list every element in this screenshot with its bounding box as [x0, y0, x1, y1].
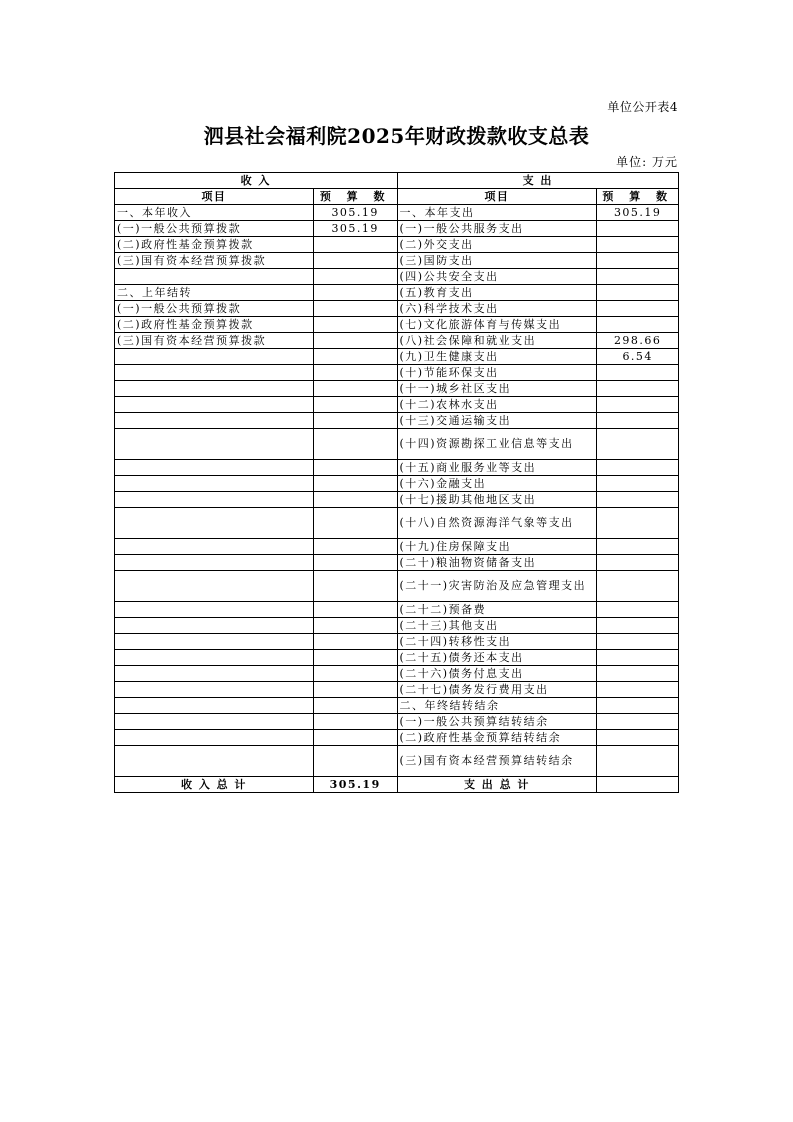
expense-amount-cell: [597, 618, 679, 634]
page-title: 泗县社会福利院2025年财政拨款收支总表: [203, 124, 590, 148]
income-amount-cell: [313, 618, 397, 634]
table-row: [115, 714, 679, 730]
expense-item-cell: (五)教育支出: [397, 285, 597, 301]
expense-item-cell: (二十二)预备费: [397, 602, 597, 618]
income-amount-cell: [313, 555, 397, 571]
expense-amount-cell: 298.66: [597, 333, 679, 349]
expense-amount-cell: [597, 365, 679, 381]
table-row: [115, 285, 679, 301]
expense-amount-cell: [597, 429, 679, 460]
expense-item-cell: (十九)住房保障支出: [397, 539, 597, 555]
expense-item-cell: 一、本年支出: [397, 205, 597, 221]
expense-item-cell: (十三)交通运输支出: [397, 413, 597, 429]
expense-amount-cell: [597, 476, 679, 492]
expense-item-cell: (十二)农林水支出: [397, 397, 597, 413]
total-row: [115, 777, 679, 793]
expense-amount-cell: [597, 714, 679, 730]
expense-item-cell: (二)外交支出: [397, 237, 597, 253]
section-header-row: [115, 173, 679, 189]
income-amount-cell: [313, 698, 397, 714]
expense-amount-cell: [597, 221, 679, 237]
expense-item-cell: (十四)资源勘探工业信息等支出: [397, 429, 597, 460]
expense-amount-cell: [597, 682, 679, 698]
income-amount-cell: [313, 397, 397, 413]
income-amount-cell: [313, 730, 397, 746]
expense-amount-cell: [597, 253, 679, 269]
expense-section-header: 支 出: [397, 173, 679, 189]
table-row: [115, 555, 679, 571]
unit-label: 单位: 万元: [616, 155, 678, 169]
table-row: [115, 253, 679, 269]
expense-amount-cell: [597, 508, 679, 539]
income-item-cell: [115, 539, 314, 555]
expense-item-cell: (二十一)灾害防治及应急管理支出: [397, 571, 597, 602]
table-row: [115, 508, 679, 539]
income-item-cell: [115, 349, 314, 365]
expense-item-cell: (二十七)债务发行费用支出: [397, 682, 597, 698]
income-item-cell: [115, 413, 314, 429]
expense-amount-header: 预 算 数: [597, 189, 679, 205]
expense-item-cell: (十)节能环保支出: [397, 365, 597, 381]
form-number: 单位公开表4: [607, 100, 678, 114]
income-amount-cell: [313, 571, 397, 602]
income-item-cell: [115, 429, 314, 460]
income-item-cell: [115, 666, 314, 682]
expense-amount-cell: [597, 571, 679, 602]
expense-amount-cell: [597, 413, 679, 429]
income-item-cell: [115, 460, 314, 476]
income-item-cell: [115, 602, 314, 618]
table-row: [115, 682, 679, 698]
income-amount-cell: [313, 666, 397, 682]
expense-amount-cell: [597, 555, 679, 571]
table-row: [115, 205, 679, 221]
table-row: [115, 571, 679, 602]
income-item-cell: [115, 476, 314, 492]
table-row: [115, 237, 679, 253]
expense-amount-cell: [597, 381, 679, 397]
income-item-cell: 一、本年收入: [115, 205, 314, 221]
expense-amount-cell: [597, 539, 679, 555]
income-amount-cell: [313, 460, 397, 476]
expense-total-amount: [597, 777, 679, 793]
expense-total-label: 支 出 总 计: [397, 777, 597, 793]
expense-item-cell: (二十五)债务还本支出: [397, 650, 597, 666]
income-amount-cell: [313, 429, 397, 460]
table-row: [115, 602, 679, 618]
expense-amount-cell: [597, 269, 679, 285]
income-amount-header: 预 算 数: [313, 189, 397, 205]
table-row: [115, 634, 679, 650]
income-item-cell: [115, 634, 314, 650]
income-amount-cell: [313, 602, 397, 618]
expense-amount-cell: 6.54: [597, 349, 679, 365]
expense-item-cell: (三)国防支出: [397, 253, 597, 269]
income-total-label: 收 入 总 计: [115, 777, 314, 793]
income-amount-cell: [313, 349, 397, 365]
expense-item-cell: (十五)商业服务业等支出: [397, 460, 597, 476]
income-total-amount: 305.19: [313, 777, 397, 793]
table-row: [115, 413, 679, 429]
table-row: [115, 698, 679, 714]
income-amount-cell: [313, 301, 397, 317]
expense-amount-cell: [597, 317, 679, 333]
expense-item-cell: (一)一般公共预算结转结余: [397, 714, 597, 730]
income-item-header: 项目: [115, 189, 314, 205]
income-amount-cell: [313, 714, 397, 730]
expense-amount-cell: [597, 285, 679, 301]
expense-amount-cell: [597, 666, 679, 682]
table-row: [115, 730, 679, 746]
income-item-cell: [115, 397, 314, 413]
expense-amount-cell: [597, 634, 679, 650]
income-item-cell: [115, 381, 314, 397]
income-item-cell: [115, 650, 314, 666]
expense-item-cell: (三)国有资本经营预算结转结余: [397, 746, 597, 777]
table-row: [115, 349, 679, 365]
income-item-cell: [115, 730, 314, 746]
expense-item-header: 项目: [397, 189, 597, 205]
income-item-cell: [115, 618, 314, 634]
table-row: [115, 476, 679, 492]
income-item-cell: [115, 698, 314, 714]
income-item-cell: [115, 269, 314, 285]
income-amount-cell: [313, 492, 397, 508]
income-item-cell: (三)国有资本经营预算拨款: [115, 333, 314, 349]
expense-amount-cell: [597, 237, 679, 253]
income-item-cell: [115, 571, 314, 602]
income-amount-cell: [313, 269, 397, 285]
income-amount-cell: [313, 682, 397, 698]
income-item-cell: 二、上年结转: [115, 285, 314, 301]
income-amount-cell: [313, 381, 397, 397]
expense-item-cell: (二十)粮油物资储备支出: [397, 555, 597, 571]
expense-item-cell: (十六)金融支出: [397, 476, 597, 492]
expense-item-cell: (十一)城乡社区支出: [397, 381, 597, 397]
table-row: [115, 539, 679, 555]
income-item-cell: [115, 714, 314, 730]
income-amount-cell: 305.19: [313, 221, 397, 237]
table-row: [115, 381, 679, 397]
expense-amount-cell: [597, 301, 679, 317]
expense-item-cell: (二十四)转移性支出: [397, 634, 597, 650]
expense-item-cell: (二十三)其他支出: [397, 618, 597, 634]
expense-amount-cell: [597, 698, 679, 714]
expense-item-cell: (一)一般公共服务支出: [397, 221, 597, 237]
income-amount-cell: [313, 746, 397, 777]
expense-item-cell: (六)科学技术支出: [397, 301, 597, 317]
income-amount-cell: [313, 365, 397, 381]
table-row: [115, 269, 679, 285]
income-amount-cell: [313, 285, 397, 301]
income-item-cell: [115, 555, 314, 571]
table-row: [115, 333, 679, 349]
income-item-cell: [115, 682, 314, 698]
income-amount-cell: [313, 650, 397, 666]
expense-amount-cell: [597, 602, 679, 618]
income-item-cell: (一)一般公共预算拨款: [115, 221, 314, 237]
expense-amount-cell: [597, 397, 679, 413]
income-amount-cell: [313, 317, 397, 333]
expense-amount-cell: 305.19: [597, 205, 679, 221]
income-item-cell: [115, 365, 314, 381]
income-item-cell: (一)一般公共预算拨款: [115, 301, 314, 317]
expense-amount-cell: [597, 492, 679, 508]
expense-item-cell: (二)政府性基金预算结转结余: [397, 730, 597, 746]
income-amount-cell: [313, 413, 397, 429]
table-row: [115, 650, 679, 666]
table-row: [115, 618, 679, 634]
income-amount-cell: [313, 333, 397, 349]
table-row: [115, 221, 679, 237]
expense-item-cell: (十七)援助其他地区支出: [397, 492, 597, 508]
expense-item-cell: (九)卫生健康支出: [397, 349, 597, 365]
income-amount-cell: [313, 237, 397, 253]
table-row: [115, 492, 679, 508]
income-amount-cell: [313, 253, 397, 269]
expense-amount-cell: [597, 746, 679, 777]
table-row: [115, 397, 679, 413]
budget-table: [114, 172, 679, 793]
income-item-cell: [115, 492, 314, 508]
expense-item-cell: (二十六)债务付息支出: [397, 666, 597, 682]
expense-amount-cell: [597, 730, 679, 746]
expense-item-cell: (七)文化旅游体育与传媒支出: [397, 317, 597, 333]
income-amount-cell: [313, 539, 397, 555]
expense-item-cell: (四)公共安全支出: [397, 269, 597, 285]
income-item-cell: [115, 508, 314, 539]
table-row: [115, 460, 679, 476]
income-item-cell: (三)国有资本经营预算拨款: [115, 253, 314, 269]
table-row: [115, 746, 679, 777]
table-row: [115, 666, 679, 682]
table-row: [115, 365, 679, 381]
expense-amount-cell: [597, 650, 679, 666]
expense-item-cell: 二、年终结转结余: [397, 698, 597, 714]
income-amount-cell: 305.19: [313, 205, 397, 221]
income-item-cell: [115, 746, 314, 777]
income-amount-cell: [313, 634, 397, 650]
table-row: [115, 317, 679, 333]
income-section-header: 收 入: [115, 173, 398, 189]
income-item-cell: (二)政府性基金预算拨款: [115, 237, 314, 253]
expense-item-cell: (十八)自然资源海洋气象等支出: [397, 508, 597, 539]
table-row: [115, 301, 679, 317]
income-item-cell: (二)政府性基金预算拨款: [115, 317, 314, 333]
expense-amount-cell: [597, 460, 679, 476]
income-amount-cell: [313, 476, 397, 492]
column-header-row: [115, 189, 679, 205]
income-amount-cell: [313, 508, 397, 539]
table-row: [115, 429, 679, 460]
expense-item-cell: (八)社会保障和就业支出: [397, 333, 597, 349]
